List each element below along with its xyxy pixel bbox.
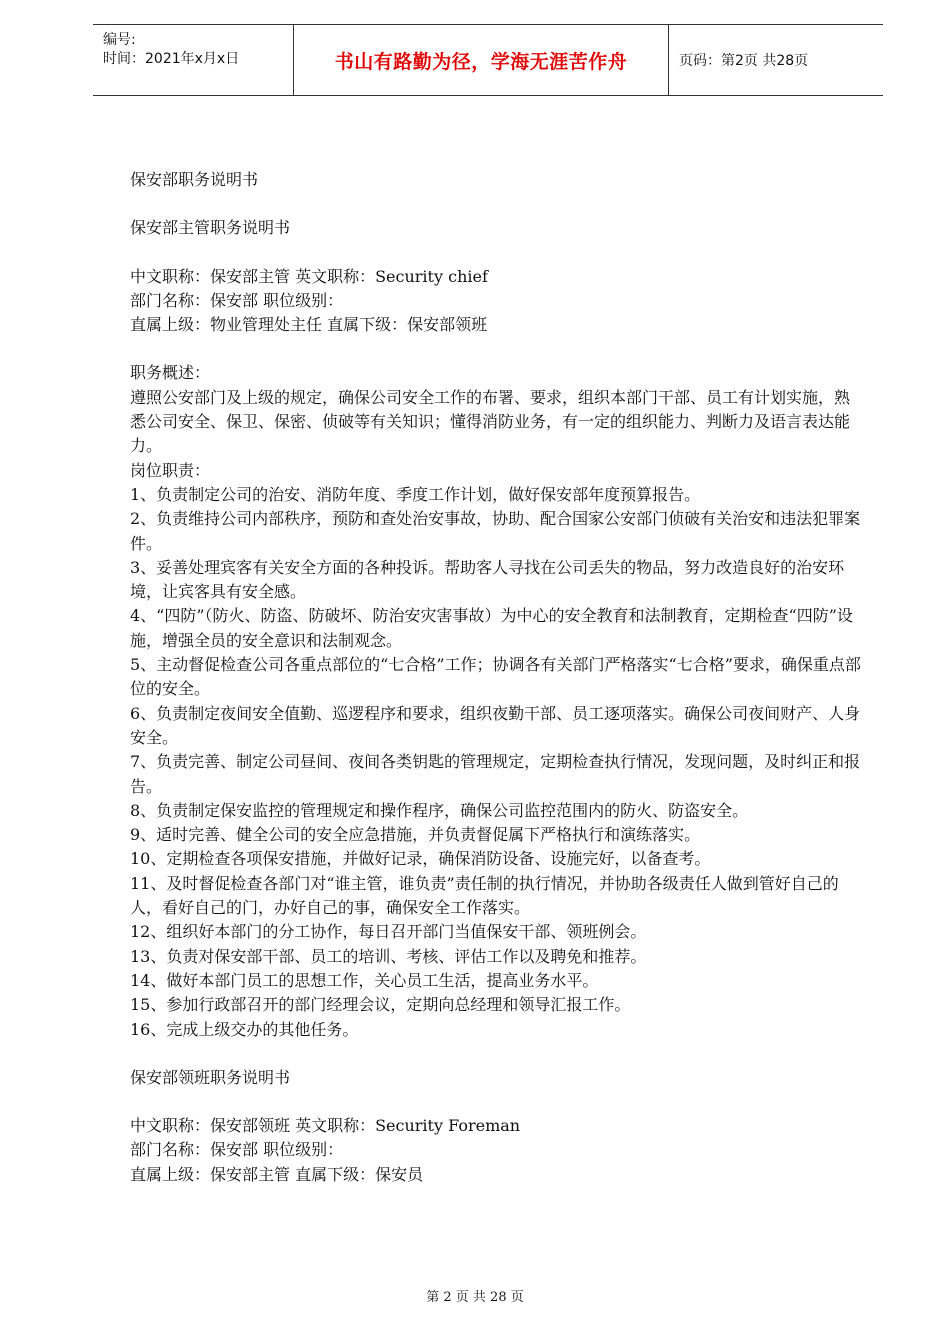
document-header [93,24,883,96]
document-body [130,168,865,1187]
duties-label: 岗位职责： [130,460,211,480]
duty-item: 6、负责制定夜间安全值勤、巡逻程序和要求，组织夜勤干部、员工逐项落实。确保公司夜间财产、人身安全。 [130,703,861,747]
chief-title-line: 中文职称：保安部主管 英文职称：Security chief [130,266,488,286]
duty-item: 5、主动督促检查公司各重点部位的“七合格”工作；协调各有关部门严格落实“七合格”要求，确保重点部位的安全。 [130,655,861,699]
duty-item: 9、适时完善、健全公司的安全应急措施，并负责督促属下严格执行和演练落实。 [130,825,701,845]
duty-item: 7、负责完善、制定公司昼间、夜间各类钥匙的管理规定，定期检查执行情况，发现问题，及时纠正和报告。 [130,752,861,796]
duty-item: 12、组织好本部门的分工协作，每日召开部门当值保安干部、领班例会。 [130,922,647,942]
chief-report-line: 直属上级：物业管理处主任 直属下级：保安部领班 [130,315,488,335]
duty-item: 16、完成上级交办的其他任务。 [130,1019,359,1039]
foreman-dept-line: 部门名称：保安部 职位级别： [130,1140,344,1160]
summary-label: 职务概述： [130,363,211,383]
duty-item: 13、负责对保安部干部、员工的培训、考核、评估工作以及聘免和推荐。 [130,946,647,966]
foreman-report-line: 直属上级：保安部主管 直属下级：保安员 [130,1164,424,1184]
document-number-label: 编号: [103,32,136,48]
duty-item: 10、定期检查各项保安措施，并做好记录，确保消防设备、设施完好，以备查考。 [130,849,711,869]
duty-item: 11、及时督促检查各部门对“谁主管，谁负责”责任制的执行情况，并协助各级责任人做到管好自己的人，看好自己的门，办好自己的事，确保安全工作落实。 [130,873,839,918]
summary-text: 遵照公安部门及上级的规定，确保公司安全工作的布署、要求，组织本部门干部、员工有计划实施，熟悉公司安全、保卫、保密、侦破等有关知识；懂得消防业务，有一定的组织能力、判断力及语言表达能力。 [130,387,851,456]
duty-item: 2、负责维持公司内部秩序，预防和查处治安事故，协助、配合国家公安部门侦破有关治安和违法犯罪案件。 [130,509,861,553]
duty-item: 8、负责制定保安监控的管理规定和操作程序，确保公司监控范围内的防火、防盗安全。 [130,800,749,820]
duty-item: 4、“四防”（防火、防盗、防破坏、防治安灾害事故）为中心的安全教育和法制教育，定期检查“四防”设施，增强全员的安全意识和法制观念。 [130,606,853,650]
duty-item: 1、负责制定公司的治安、消防年度、季度工作计划，做好保安部年度预算报告。 [130,484,701,504]
foreman-title-line: 中文职称：保安部领班 英文职称：Security Foreman [130,1116,521,1136]
chief-section-heading: 保安部主管职务说明书 [130,218,291,238]
header-meta-cell [93,25,294,95]
duty-item: 14、做好本部门员工的思想工作，关心员工生活，提高业务水平。 [130,970,599,990]
header-motto: 书山有路勤为径，学海无涯苦作舟 [294,25,669,95]
header-page-number: 页码：第2页 共28页 [679,53,809,69]
duty-item: 15、参加行政部召开的部门经理会议，定期向总经理和领导汇报工作。 [130,995,631,1015]
document-title: 保安部职务说明书 [130,170,259,189]
page-footer: 第 2 页 共 28 页 [426,1290,524,1305]
document-time-label: 时间：2021年x月x日 [103,51,240,67]
foreman-section-heading: 保安部领班职务说明书 [130,1067,291,1087]
chief-dept-line: 部门名称：保安部 职位级别： [130,290,344,310]
duty-item: 3、妥善处理宾客有关安全方面的各种投诉。帮助客人寻找在公司丢失的物品，努力改造良好的治安环境，让宾客具有安全感。 [130,557,845,602]
